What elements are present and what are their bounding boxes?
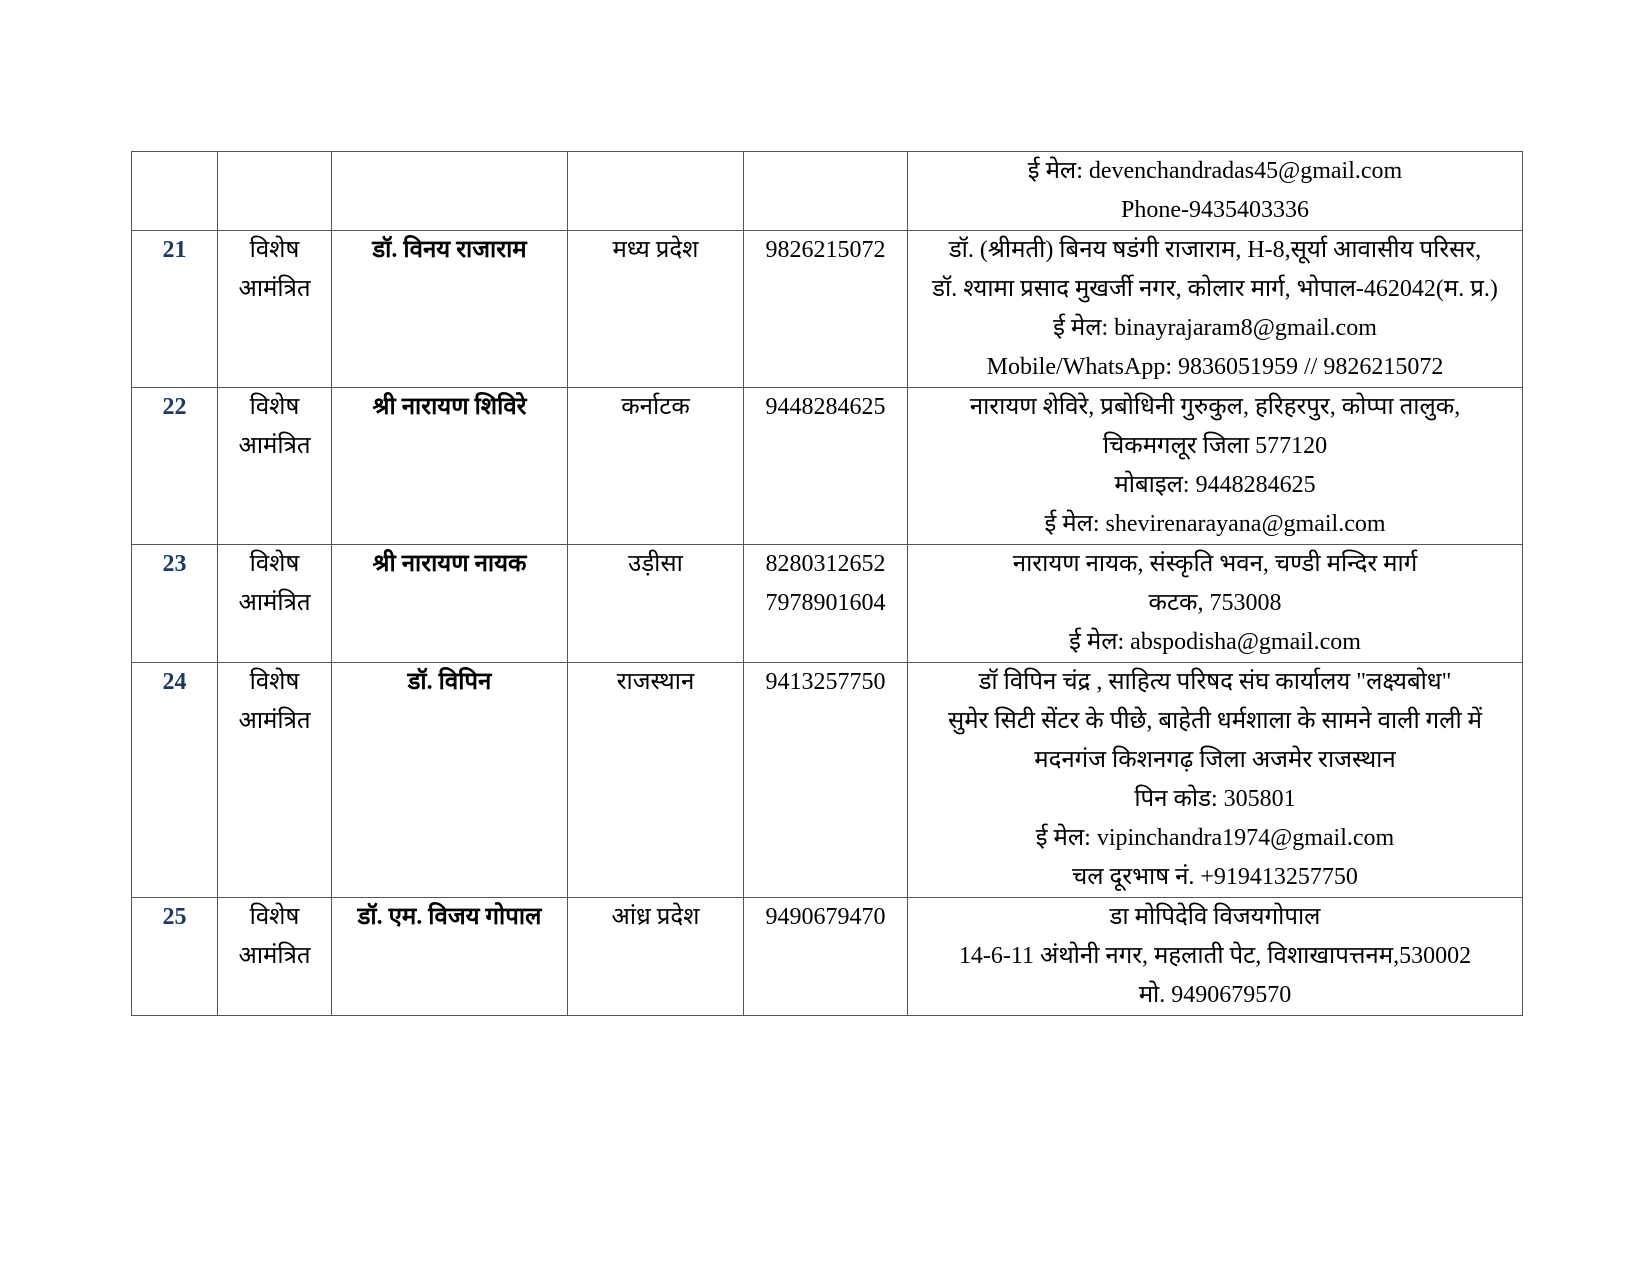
category-line: विशेष — [249, 237, 300, 263]
table-row — [132, 231, 1523, 388]
phone-line: 8280312652 — [765, 551, 886, 577]
name-cell: श्री नारायण शिविरे — [332, 388, 568, 545]
state-cell: उड़ीसा — [568, 545, 744, 663]
state-cell — [568, 152, 744, 231]
address-line: ई मेल: binayrajaram8@gmail.com — [1053, 315, 1377, 341]
address-cell — [908, 898, 1523, 1016]
address-cell — [908, 545, 1523, 663]
state-cell: कर्नाटक — [568, 388, 744, 545]
address-line: ई मेल: vipinchandra1974@gmail.com — [1035, 825, 1395, 851]
address-line: नारायण शेविरे, प्रबोधिनी गुरुकुल, हरिहरपुर, कोप्पा तालुक, — [969, 394, 1461, 420]
address-line: डॉ. श्यामा प्रसाद मुखर्जी नगर, कोलार मार्ग, भोपाल-462042(म. प्र.) — [932, 276, 1498, 302]
phone-line: 9448284625 — [765, 394, 886, 420]
address-line: नारायण नायक, संस्कृति भवन, चण्डी मन्दिर मार्ग — [1012, 551, 1418, 577]
address-line: चिकमगलूर जिला 577120 — [1102, 433, 1328, 459]
name-cell: श्री नारायण नायक — [332, 545, 568, 663]
name-cell: डॉ. विपिन — [332, 663, 568, 898]
serial-number-cell: 22 — [132, 388, 218, 545]
serial-number-cell: 24 — [132, 663, 218, 898]
name-cell: डॉ. विनय राजाराम — [332, 231, 568, 388]
phone-line: 9826215072 — [765, 237, 886, 263]
name-cell: डॉ. एम. विजय गोपाल — [332, 898, 568, 1016]
serial-number-cell: 23 — [132, 545, 218, 663]
category-line: आमंत्रित — [238, 590, 311, 616]
state-cell: मध्य प्रदेश — [568, 231, 744, 388]
address-line: मो. 9490679570 — [1138, 982, 1292, 1008]
table-row — [132, 898, 1523, 1016]
category-cell — [218, 152, 332, 231]
category-line: आमंत्रित — [238, 276, 311, 302]
category-line: आमंत्रित — [238, 943, 311, 969]
address-line: डॉ विपिन चंद्र , साहित्य परिषद संघ कार्यालय "लक्ष्यबोध" — [978, 669, 1452, 695]
category-line: आमंत्रित — [238, 708, 311, 734]
phone-cell — [744, 898, 908, 1016]
category-line: आमंत्रित — [238, 433, 311, 459]
table-row — [132, 545, 1523, 663]
serial-number-cell: 25 — [132, 898, 218, 1016]
category-line: विशेष — [249, 394, 300, 420]
table-row — [132, 152, 1523, 231]
state-cell: राजस्थान — [568, 663, 744, 898]
phone-line: 9413257750 — [765, 669, 886, 695]
address-line: कटक, 753008 — [1148, 590, 1282, 616]
address-line: चल दूरभाष नं. +919413257750 — [1072, 864, 1358, 890]
address-line: डॉ. (श्रीमती) बिनय षडंगी राजाराम, H-8,सूर्या आवासीय परिसर, — [948, 237, 1482, 263]
address-cell — [908, 231, 1523, 388]
phone-cell — [744, 388, 908, 545]
address-line: मोबाइल: 9448284625 — [1114, 472, 1316, 498]
table-row — [132, 663, 1523, 898]
phone-cell — [744, 231, 908, 388]
category-cell — [218, 388, 332, 545]
address-line: Mobile/WhatsApp: 9836051959 // 9826215072 — [986, 354, 1444, 380]
phone-line: 7978901604 — [765, 590, 886, 616]
state-cell: आंध्र प्रदेश — [568, 898, 744, 1016]
phone-line: 9490679470 — [765, 904, 886, 930]
address-cell — [908, 388, 1523, 545]
phone-cell — [744, 152, 908, 231]
serial-number-cell: 21 — [132, 231, 218, 388]
address-line: Phone-9435403336 — [1121, 197, 1309, 223]
address-line: मदनगंज किशनगढ़ जिला अजमेर राजस्थान — [1034, 747, 1396, 773]
contacts-table — [131, 151, 1523, 1016]
category-line: विशेष — [249, 669, 300, 695]
name-cell — [332, 152, 568, 231]
address-line: ई मेल: devenchandradas45@gmail.com — [1027, 158, 1403, 184]
table-row — [132, 388, 1523, 545]
address-line: डा मोपिदेवि विजयगोपाल — [1109, 904, 1321, 930]
category-cell — [218, 545, 332, 663]
category-cell — [218, 663, 332, 898]
category-line: विशेष — [249, 904, 300, 930]
address-line: 14-6-11 अंथोनी नगर, महलाती पेट, विशाखापत्तनम,530002 — [958, 943, 1472, 969]
address-line: ई मेल: abspodisha@gmail.com — [1069, 629, 1361, 655]
address-line: सुमेर सिटी सेंटर के पीछे, बाहेती धर्मशाला के सामने वाली गली में — [947, 708, 1483, 734]
serial-number-cell — [132, 152, 218, 231]
address-line: पिन कोड: 305801 — [1134, 786, 1296, 812]
category-line: विशेष — [249, 551, 300, 577]
category-cell — [218, 898, 332, 1016]
phone-cell — [744, 545, 908, 663]
address-cell — [908, 663, 1523, 898]
address-line: ई मेल: shevirenarayana@gmail.com — [1044, 511, 1386, 537]
address-cell — [908, 152, 1523, 231]
phone-cell — [744, 663, 908, 898]
category-cell — [218, 231, 332, 388]
